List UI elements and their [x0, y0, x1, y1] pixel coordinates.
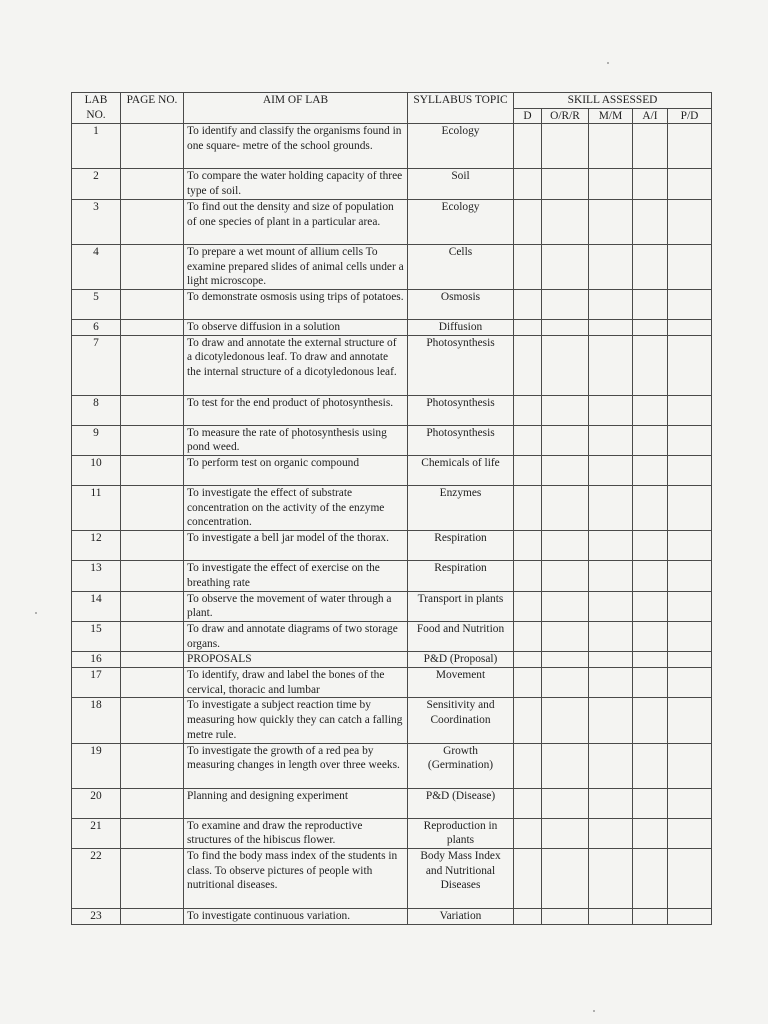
lab-aim: To find the body mass index of the students in class. To observe pictures of people with nutritional diseases.	[184, 848, 408, 908]
lab-aim: To measure the rate of photosynthesis using pond weed.	[184, 425, 408, 455]
table-row	[72, 169, 712, 199]
skill-mm-cell	[589, 668, 633, 698]
syllabus-topic: Enzymes	[408, 486, 514, 531]
scan-speck	[593, 1010, 595, 1012]
lab-aim: To investigate the effect of exercise on the breathing rate	[184, 561, 408, 591]
table-row	[72, 848, 712, 908]
lab-aim: To prepare a wet mount of allium cells To examine prepared slides of animal cells under a light microscope.	[184, 244, 408, 289]
skill-pd-cell	[668, 319, 712, 335]
page-number-cell	[121, 743, 184, 788]
lab-number: 16	[72, 652, 121, 668]
skill-ai-cell	[633, 425, 668, 455]
skill-ai-cell	[633, 456, 668, 486]
page-number-cell	[121, 199, 184, 244]
table-row	[72, 486, 712, 531]
skill-ai-cell	[633, 561, 668, 591]
skill-d-cell	[514, 289, 542, 319]
lab-aim: To draw and annotate diagrams of two storage organs.	[184, 621, 408, 651]
lab-aim: To compare the water holding capacity of three type of soil.	[184, 169, 408, 199]
lab-number: 2	[72, 169, 121, 199]
skill-orr-cell	[542, 818, 589, 848]
lab-aim: To perform test on organic compound	[184, 456, 408, 486]
skill-pd-cell	[668, 561, 712, 591]
skill-pd-cell	[668, 788, 712, 818]
page-number-cell	[121, 668, 184, 698]
syllabus-topic: Ecology	[408, 124, 514, 169]
lab-rows	[72, 124, 712, 924]
lab-number: 23	[72, 908, 121, 924]
page-number-cell	[121, 244, 184, 289]
lab-aim: To investigate the growth of a red pea by measuring changes in length over three weeks.	[184, 743, 408, 788]
skill-mm-cell	[589, 124, 633, 169]
skill-d-cell	[514, 169, 542, 199]
skill-ai-cell	[633, 591, 668, 621]
skill-d-cell	[514, 531, 542, 561]
skill-pd-cell	[668, 486, 712, 531]
page-number-cell	[121, 591, 184, 621]
skill-pd-cell	[668, 743, 712, 788]
skill-orr-cell	[542, 335, 589, 395]
syllabus-topic: Diffusion	[408, 319, 514, 335]
skill-orr-cell	[542, 199, 589, 244]
skill-ai-cell	[633, 652, 668, 668]
skill-ai-cell	[633, 848, 668, 908]
skill-d-cell	[514, 425, 542, 455]
header-skill-assessed: SKILL ASSESSED	[514, 93, 712, 109]
skill-d-cell	[514, 591, 542, 621]
header-skill-orr: O/R/R	[542, 108, 589, 124]
lab-number: 11	[72, 486, 121, 531]
table-row	[72, 743, 712, 788]
skill-mm-cell	[589, 652, 633, 668]
table-row	[72, 621, 712, 651]
skill-orr-cell	[542, 244, 589, 289]
skill-pd-cell	[668, 652, 712, 668]
page-number-cell	[121, 652, 184, 668]
skill-mm-cell	[589, 908, 633, 924]
skill-ai-cell	[633, 319, 668, 335]
page-number-cell	[121, 169, 184, 199]
lab-aim: To investigate a bell jar model of the thorax.	[184, 531, 408, 561]
table-row	[72, 591, 712, 621]
table-row	[72, 289, 712, 319]
lab-number: 8	[72, 395, 121, 425]
table-row	[72, 199, 712, 244]
lab-number: 19	[72, 743, 121, 788]
skill-d-cell	[514, 335, 542, 395]
lab-aim: To identify, draw and label the bones of the cervical, thoracic and lumbar	[184, 668, 408, 698]
lab-number: 3	[72, 199, 121, 244]
skill-pd-cell	[668, 531, 712, 561]
skill-mm-cell	[589, 561, 633, 591]
skill-mm-cell	[589, 169, 633, 199]
page-number-cell	[121, 848, 184, 908]
skill-orr-cell	[542, 591, 589, 621]
header-lab-no: LAB NO.	[72, 93, 121, 124]
syllabus-topic: Chemicals of life	[408, 456, 514, 486]
page-number-cell	[121, 124, 184, 169]
syllabus-topic: Transport in plants	[408, 591, 514, 621]
lab-number: 10	[72, 456, 121, 486]
skill-d-cell	[514, 652, 542, 668]
syllabus-topic: Photosynthesis	[408, 335, 514, 395]
page-number-cell	[121, 698, 184, 743]
page-number-cell	[121, 818, 184, 848]
lab-aim: To examine and draw the reproductive structures of the hibiscus flower.	[184, 818, 408, 848]
syllabus-topic: Osmosis	[408, 289, 514, 319]
lab-aim: PROPOSALS	[184, 652, 408, 668]
table-row	[72, 668, 712, 698]
skill-ai-cell	[633, 743, 668, 788]
table-row	[72, 788, 712, 818]
skill-orr-cell	[542, 668, 589, 698]
skill-orr-cell	[542, 743, 589, 788]
header-syllabus-topic: SYLLABUS TOPIC	[408, 93, 514, 124]
skill-pd-cell	[668, 591, 712, 621]
skill-pd-cell	[668, 818, 712, 848]
skill-pd-cell	[668, 244, 712, 289]
skill-ai-cell	[633, 169, 668, 199]
table-row	[72, 335, 712, 395]
page-number-cell	[121, 289, 184, 319]
syllabus-topic: Respiration	[408, 561, 514, 591]
table-row	[72, 561, 712, 591]
skill-mm-cell	[589, 319, 633, 335]
syllabus-topic: Ecology	[408, 199, 514, 244]
skill-ai-cell	[633, 486, 668, 531]
skill-ai-cell	[633, 335, 668, 395]
skill-mm-cell	[589, 788, 633, 818]
skill-pd-cell	[668, 698, 712, 743]
skill-ai-cell	[633, 908, 668, 924]
syllabus-topic: Variation	[408, 908, 514, 924]
page-number-cell	[121, 531, 184, 561]
skill-ai-cell	[633, 698, 668, 743]
skill-mm-cell	[589, 456, 633, 486]
table-row	[72, 456, 712, 486]
skill-ai-cell	[633, 395, 668, 425]
lab-number: 5	[72, 289, 121, 319]
skill-mm-cell	[589, 531, 633, 561]
skill-orr-cell	[542, 561, 589, 591]
skill-d-cell	[514, 124, 542, 169]
page-number-cell	[121, 335, 184, 395]
table-row	[72, 395, 712, 425]
skill-d-cell	[514, 788, 542, 818]
skill-ai-cell	[633, 818, 668, 848]
skill-ai-cell	[633, 788, 668, 818]
table-row	[72, 425, 712, 455]
skill-orr-cell	[542, 848, 589, 908]
skill-mm-cell	[589, 848, 633, 908]
lab-aim: To find out the density and size of population of one species of plant in a particular area.	[184, 199, 408, 244]
lab-number: 17	[72, 668, 121, 698]
syllabus-topic: Photosynthesis	[408, 395, 514, 425]
lab-number: 1	[72, 124, 121, 169]
skill-d-cell	[514, 319, 542, 335]
page-number-cell	[121, 486, 184, 531]
skill-ai-cell	[633, 289, 668, 319]
skill-mm-cell	[589, 244, 633, 289]
syllabus-topic: Reproduction in plants	[408, 818, 514, 848]
lab-number: 4	[72, 244, 121, 289]
skill-orr-cell	[542, 908, 589, 924]
lab-number: 9	[72, 425, 121, 455]
lab-aim: To observe diffusion in a solution	[184, 319, 408, 335]
skill-d-cell	[514, 698, 542, 743]
skill-pd-cell	[668, 621, 712, 651]
table-row	[72, 698, 712, 743]
skill-orr-cell	[542, 456, 589, 486]
skill-ai-cell	[633, 199, 668, 244]
skill-d-cell	[514, 743, 542, 788]
skill-ai-cell	[633, 621, 668, 651]
skill-ai-cell	[633, 244, 668, 289]
skill-pd-cell	[668, 169, 712, 199]
syllabus-topic: Food and Nutrition	[408, 621, 514, 651]
lab-number: 22	[72, 848, 121, 908]
skill-orr-cell	[542, 289, 589, 319]
lab-aim: Planning and designing experiment	[184, 788, 408, 818]
syllabus-topic: Movement	[408, 668, 514, 698]
skill-pd-cell	[668, 456, 712, 486]
syllabus-topic: Growth (Germination)	[408, 743, 514, 788]
syllabus-topic: P&D (Proposal)	[408, 652, 514, 668]
scan-speck	[35, 612, 37, 614]
syllabus-topic: P&D (Disease)	[408, 788, 514, 818]
lab-number: 12	[72, 531, 121, 561]
syllabus-topic: Body Mass Index and Nutritional Diseases	[408, 848, 514, 908]
syllabus-topic: Respiration	[408, 531, 514, 561]
header-aim: AIM OF LAB	[184, 93, 408, 124]
lab-aim: To test for the end product of photosynthesis.	[184, 395, 408, 425]
skill-mm-cell	[589, 335, 633, 395]
header-skill-ai: A/I	[633, 108, 668, 124]
page-number-cell	[121, 395, 184, 425]
lab-number: 21	[72, 818, 121, 848]
page-number-cell	[121, 908, 184, 924]
skill-d-cell	[514, 668, 542, 698]
syllabus-topic: Soil	[408, 169, 514, 199]
table-row	[72, 908, 712, 924]
skill-orr-cell	[542, 621, 589, 651]
skill-mm-cell	[589, 591, 633, 621]
lab-number: 7	[72, 335, 121, 395]
skill-pd-cell	[668, 848, 712, 908]
skill-pd-cell	[668, 425, 712, 455]
skill-d-cell	[514, 456, 542, 486]
skill-d-cell	[514, 199, 542, 244]
lab-aim: To observe the movement of water through a plant.	[184, 591, 408, 621]
skill-ai-cell	[633, 668, 668, 698]
lab-number: 20	[72, 788, 121, 818]
skill-d-cell	[514, 621, 542, 651]
skill-d-cell	[514, 561, 542, 591]
skill-orr-cell	[542, 788, 589, 818]
skill-d-cell	[514, 908, 542, 924]
lab-aim: To investigate a subject reaction time by measuring how quickly they can catch a falling metre rule.	[184, 698, 408, 743]
skill-ai-cell	[633, 124, 668, 169]
skill-mm-cell	[589, 818, 633, 848]
table-row	[72, 319, 712, 335]
skill-mm-cell	[589, 743, 633, 788]
skill-pd-cell	[668, 124, 712, 169]
skill-ai-cell	[633, 531, 668, 561]
skill-mm-cell	[589, 486, 633, 531]
lab-schedule-sheet	[71, 92, 712, 925]
table-row	[72, 124, 712, 169]
page-number-cell	[121, 561, 184, 591]
skill-orr-cell	[542, 124, 589, 169]
lab-number: 14	[72, 591, 121, 621]
skill-mm-cell	[589, 395, 633, 425]
table-row	[72, 652, 712, 668]
page-number-cell	[121, 621, 184, 651]
lab-aim: To demonstrate osmosis using trips of potatoes.	[184, 289, 408, 319]
skill-d-cell	[514, 818, 542, 848]
lab-number: 6	[72, 319, 121, 335]
syllabus-topic: Sensitivity and Coordination	[408, 698, 514, 743]
skill-orr-cell	[542, 425, 589, 455]
page-number-cell	[121, 319, 184, 335]
lab-schedule-table	[71, 92, 712, 925]
syllabus-topic: Cells	[408, 244, 514, 289]
lab-number: 13	[72, 561, 121, 591]
skill-pd-cell	[668, 289, 712, 319]
lab-number: 15	[72, 621, 121, 651]
scan-speck	[607, 62, 609, 64]
syllabus-topic: Photosynthesis	[408, 425, 514, 455]
header-skill-pd: P/D	[668, 108, 712, 124]
lab-aim: To identify and classify the organisms found in one square- metre of the school grounds.	[184, 124, 408, 169]
table-row	[72, 244, 712, 289]
skill-mm-cell	[589, 698, 633, 743]
lab-number: 18	[72, 698, 121, 743]
lab-aim: To draw and annotate the external structure of a dicotyledonous leaf. To draw and annotate the internal structure of a dicotyledonous leaf.	[184, 335, 408, 395]
header-page-no: PAGE NO.	[121, 93, 184, 124]
skill-mm-cell	[589, 621, 633, 651]
skill-pd-cell	[668, 908, 712, 924]
skill-d-cell	[514, 395, 542, 425]
skill-d-cell	[514, 486, 542, 531]
page-number-cell	[121, 788, 184, 818]
page-number-cell	[121, 425, 184, 455]
table-row	[72, 531, 712, 561]
skill-mm-cell	[589, 289, 633, 319]
lab-aim: To investigate the effect of substrate concentration on the activity of the enzyme concentration.	[184, 486, 408, 531]
page-number-cell	[121, 456, 184, 486]
skill-orr-cell	[542, 486, 589, 531]
header-skill-d: D	[514, 108, 542, 124]
skill-orr-cell	[542, 652, 589, 668]
skill-orr-cell	[542, 395, 589, 425]
skill-mm-cell	[589, 199, 633, 244]
skill-pd-cell	[668, 199, 712, 244]
skill-d-cell	[514, 244, 542, 289]
lab-aim: To investigate continuous variation.	[184, 908, 408, 924]
skill-pd-cell	[668, 668, 712, 698]
skill-orr-cell	[542, 319, 589, 335]
header-skill-mm: M/M	[589, 108, 633, 124]
table-row	[72, 818, 712, 848]
skill-orr-cell	[542, 169, 589, 199]
skill-orr-cell	[542, 698, 589, 743]
skill-orr-cell	[542, 531, 589, 561]
skill-pd-cell	[668, 395, 712, 425]
skill-pd-cell	[668, 335, 712, 395]
skill-d-cell	[514, 848, 542, 908]
skill-mm-cell	[589, 425, 633, 455]
